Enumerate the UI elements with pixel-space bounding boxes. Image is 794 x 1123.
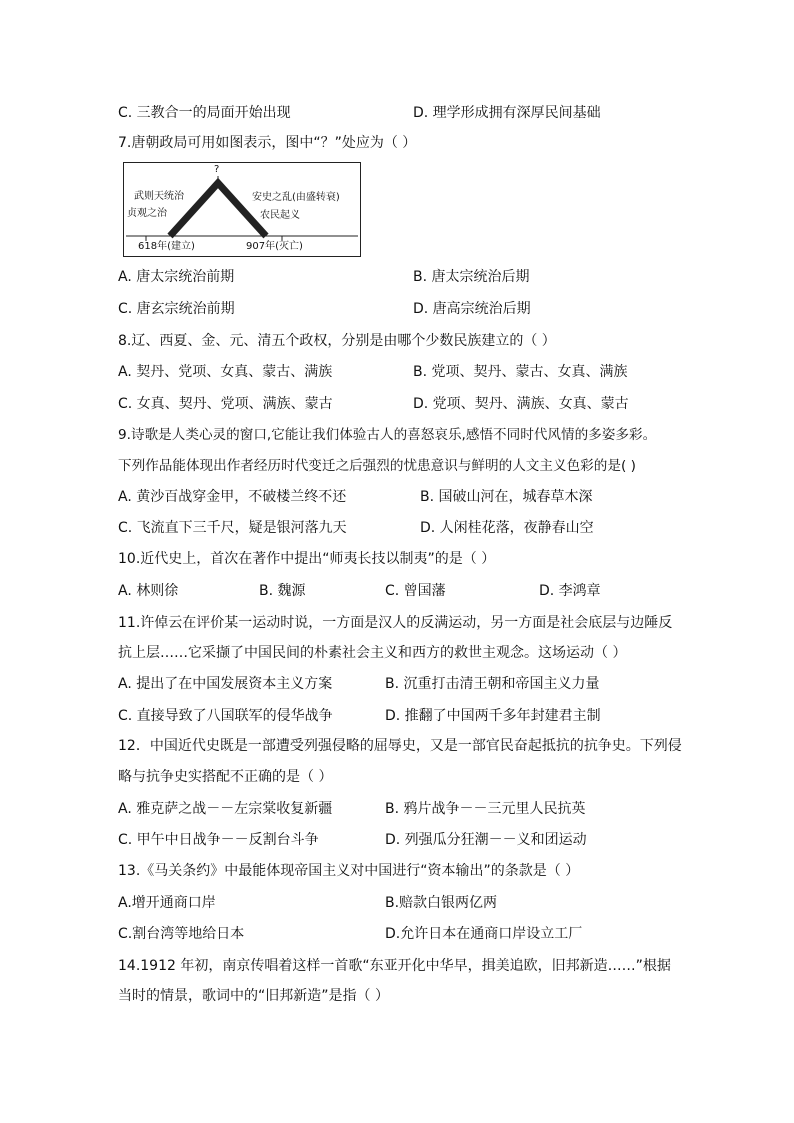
q9-stem-line2: 下列作品能体现出作者经历时代变迁之后强烈的忧患意识与鲜明的人文主义色彩的是( ): [118, 458, 636, 474]
q8-option-a: A. 契丹、党项、女真、蒙古、满族: [118, 364, 333, 380]
q10-option-a: A. 林则徐: [118, 583, 179, 599]
q13-option-d: D.允许日本在通商口岸设立工厂: [385, 926, 583, 942]
diagram-label-618: 618年(建立): [138, 241, 195, 252]
q12-stem-line1: 12．中国近代史既是一部遭受列强侵略的屈辱史，又是一部官民奋起抵抗的抗争史。下列侵: [118, 738, 682, 754]
q11-stem-line2: 抗上层……它采撷了中国民间的朴素社会主义和西方的救世主观念。这场运动（ ）: [118, 645, 627, 661]
q11-stem-line1: 11.许倬云在评价某一运动时说，一方面是汉人的反满运动，另一方面是社会底层与边陲反: [118, 615, 673, 631]
q11-option-a: A. 提出了在中国发展资本主义方案: [118, 676, 333, 692]
q12-stem-line2: 略与抗争史实搭配不正确的是（ ）: [118, 769, 333, 785]
q12-option-c: C. 甲午中日战争－－反割台斗争: [118, 832, 319, 848]
diagram-peak-label: ?: [214, 164, 220, 175]
q14-stem-line1: 14.1912 年初，南京传唱着这样一首歌“东亚开化中华早，揖美追欧，旧邦新造……”根据: [118, 958, 671, 974]
q13-option-b: B.赔款白银两亿两: [385, 895, 498, 911]
q7-option-b: B. 唐太宗统治后期: [413, 269, 530, 285]
q14-stem-line2: 当时的情景，歌词中的“旧邦新造”是指（ ）: [118, 988, 389, 1004]
q9-option-b: B. 国破山河在，城春草木深: [420, 489, 593, 505]
q8-option-d: D. 党项、契丹、满族、女真、蒙古: [413, 396, 629, 412]
q13-option-c: C.割台湾等地给日本: [118, 926, 245, 942]
q8-option-c: C. 女真、契丹、党项、满族、蒙古: [118, 396, 333, 412]
q7-stem: 7.唐朝政局可用如图表示，图中“？”处应为（ ）: [118, 135, 417, 151]
q13-stem: 13.《马关条约》中最能体现帝国主义对中国进行“资本输出”的条款是（ ）: [118, 863, 580, 879]
q13-option-a: A.增开通商口岸: [118, 895, 216, 911]
q10-option-d: D. 李鸿章: [539, 583, 601, 599]
q10-stem: 10.近代史上，首次在著作中提出“师夷长技以制夷”的是（ ）: [118, 551, 496, 567]
diagram-label-anshi-rebellion: 安史之乱(由盛转衰): [252, 192, 340, 203]
q8-stem: 8.辽、西夏、金、元、清五个政权，分别是由哪个少数民族建立的（ ）: [118, 333, 556, 349]
q11-option-d: D. 推翻了中国两千多年封建君主制: [385, 708, 601, 724]
q12-option-b: B. 鸦片战争－－三元里人民抗英: [385, 801, 586, 817]
diagram-label-907: 907年(灭亡): [246, 241, 303, 252]
q6-option-c: C. 三教合一的局面开始出现: [118, 105, 291, 121]
q7-option-c: C. 唐玄宗统治前期: [118, 301, 235, 317]
q12-option-d: D. 列强瓜分狂潮－－义和团运动: [385, 832, 587, 848]
tang-politics-diagram: [123, 162, 361, 257]
q9-stem-line1: 9.诗歌是人类心灵的窗口,它能让我们体验古人的喜怒哀乐,感悟不同时代风情的多姿多彩。: [118, 427, 657, 443]
q11-option-b: B. 沉重打击清王朝和帝国主义力量: [385, 676, 600, 692]
diagram-label-peasant-uprising: 农民起义: [260, 210, 300, 221]
diagram-label-zhenguan: 贞观之治: [127, 208, 167, 219]
q12-option-a: A. 雅克萨之战－－左宗棠收复新疆: [118, 801, 333, 817]
q9-option-d: D. 人闲桂花落，夜静春山空: [420, 520, 594, 536]
q7-option-d: D. 唐高宗统治后期: [413, 301, 531, 317]
diagram-peak-curve: [170, 183, 266, 236]
q6-option-d: D. 理学形成拥有深厚民间基础: [413, 105, 601, 121]
q11-option-c: C. 直接导致了八国联军的侵华战争: [118, 708, 333, 724]
diagram-label-wu-zetian: 武则天统治: [134, 191, 184, 202]
q7-option-a: A. 唐太宗统治前期: [118, 269, 235, 285]
q10-option-b: B. 魏源: [259, 583, 306, 599]
q9-option-a: A. 黄沙百战穿金甲，不破楼兰终不还: [118, 489, 347, 505]
q10-option-c: C. 曾国藩: [385, 583, 446, 599]
q9-option-c: C. 飞流直下三千尺，疑是银河落九天: [118, 520, 347, 536]
q8-option-b: B. 党项、契丹、蒙古、女真、满族: [413, 364, 628, 380]
